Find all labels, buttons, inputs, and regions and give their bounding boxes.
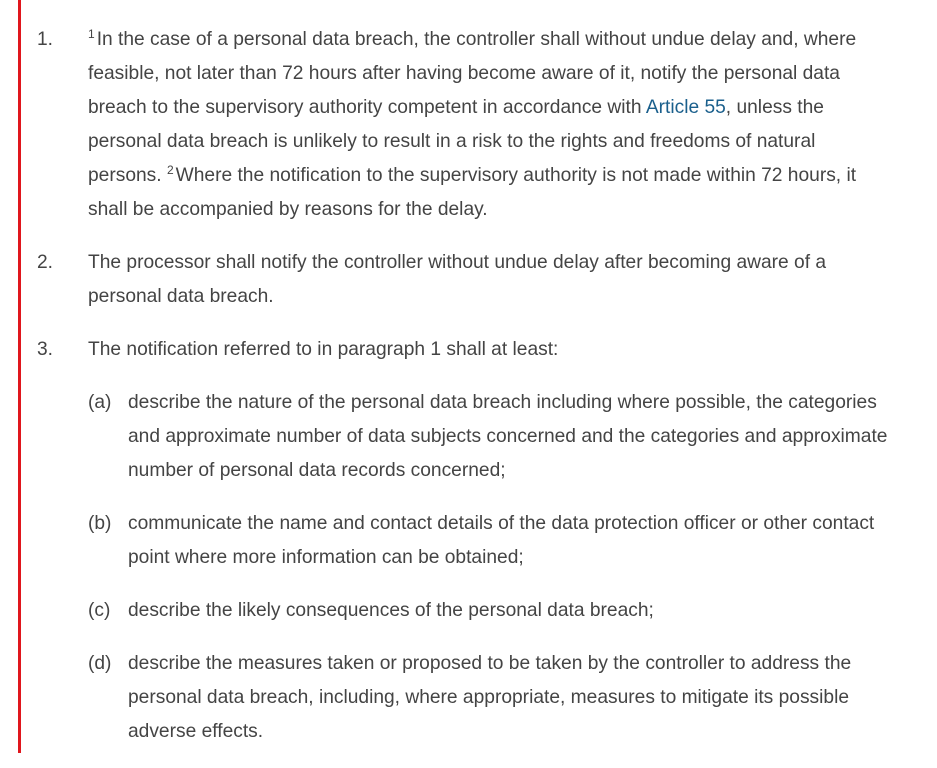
subpoint-label: (a) [88,392,112,413]
paragraph-1 [0,23,937,227]
subpoint-text: describe the likely consequences of the personal data breach; [128,600,654,621]
paragraph-text: The notification referred to in paragraph 1 shall at least: [88,339,559,360]
paragraph-2 [0,246,937,314]
subpoint-a [88,386,937,488]
subpoint-label: (d) [88,653,112,674]
article-body [0,23,937,768]
article-55-link[interactable]: Article 55 [645,97,726,118]
subpoint-label: (c) [88,600,111,621]
paragraph-text: The processor shall notify the controller without undue delay after becoming aware of a personal data breach. [88,252,827,307]
subpoint-list [88,386,937,749]
paragraph-number: 2. [37,252,54,273]
paragraph-3 [0,333,937,367]
paragraph-number: 1. [37,29,54,50]
subpoint-c [88,594,937,628]
subpoint-text: describe the measures taken or proposed to be taken by the controller to address the personal data breach, including, where appropriate, measures to mitigate its possible adverse effects. [128,653,852,742]
subpoint-text: describe the nature of the personal data breach including where possible, the categories and approximate number of data subjects concerned and the categories and approximate number of personal data records concerned; [128,392,888,481]
paragraph-text-part: In the case of a personal data breach, the controller shall without undue delay and, where feasible, not later than 72 hours after having become aware of it, notify the personal data breach to the supervisory authority competent in accordance with [88,29,857,118]
subpoint-text: communicate the name and contact details of the data protection officer or other contact point where more information can be obtained; [128,513,875,568]
paragraph-text-part: , unless the personal data breach is unlikely to result in a risk to the rights and freedoms of natural persons. [88,97,824,186]
paragraph-text [88,23,888,227]
sentence-number-superscript: 1 [88,27,95,41]
subpoint-d [88,647,937,749]
subpoint-b [88,507,937,575]
sentence-number-superscript: 2 [166,163,174,177]
paragraph-text-part: Where the notification to the supervisory authority is not made within 72 hours, it shall be accompanied by reasons for the delay. [88,165,857,220]
paragraph-number: 3. [37,339,54,360]
subpoint-label: (b) [88,513,112,534]
